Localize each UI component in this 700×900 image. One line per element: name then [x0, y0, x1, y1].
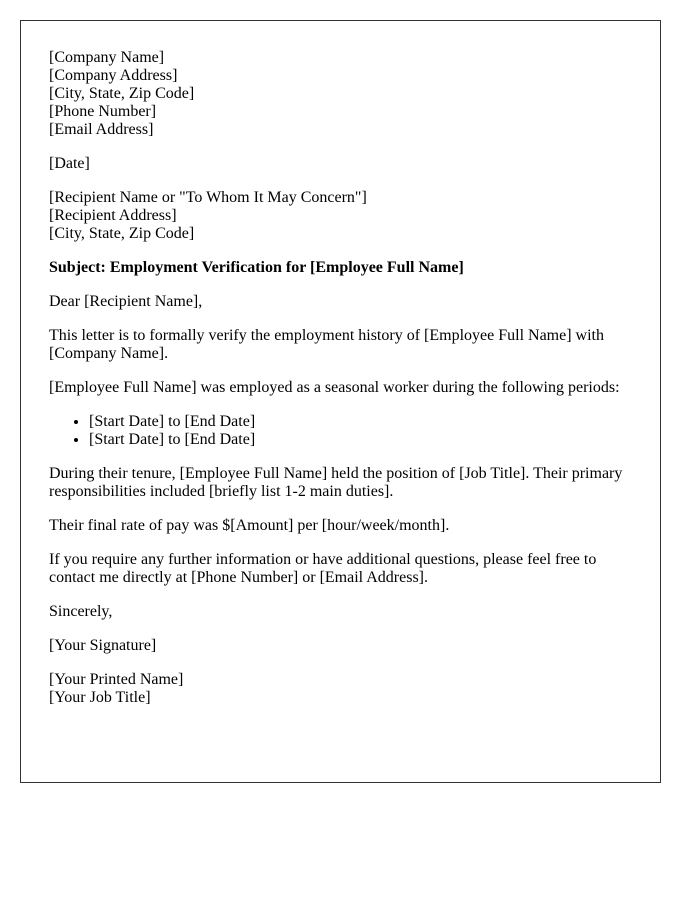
recipient-name: [Recipient Name or "To Whom It May Concern"] [49, 189, 367, 206]
body-paragraph: Their final rate of pay was $[Amount] per [hour/week/month]. [49, 517, 450, 534]
body-paragraph: During their tenure, [Employee Full Name] held the position of [Job Title]. Their primary responsibilities included [briefly list 1-2 main duties]. [49, 465, 623, 500]
employment-periods [49, 413, 632, 449]
signer-block [49, 671, 632, 707]
recipient-city: [City, State, Zip Code] [49, 225, 195, 242]
subject-line: Subject: Employment Verification for [Employee Full Name] [49, 259, 464, 276]
body-paragraph: [Employee Full Name] was employed as a seasonal worker during the following periods: [49, 379, 620, 396]
company-address: [Company Address] [49, 67, 178, 84]
company-city: [City, State, Zip Code] [49, 85, 195, 102]
sender-block [49, 49, 632, 139]
recipient-block [49, 189, 632, 243]
salutation: Dear [Recipient Name], [49, 293, 203, 310]
company-email: [Email Address] [49, 121, 154, 138]
date: [Date] [49, 155, 90, 172]
company-phone: [Phone Number] [49, 103, 157, 120]
job-title: [Your Job Title] [49, 689, 151, 706]
signature: [Your Signature] [49, 637, 157, 654]
letter [20, 20, 661, 783]
period-item: • [Start Date] to [End Date] [89, 431, 632, 449]
company-name: [Company Name] [49, 49, 165, 66]
closing: Sincerely, [49, 603, 113, 620]
printed-name: [Your Printed Name] [49, 671, 184, 688]
period-item: • [Start Date] to [End Date] [89, 413, 632, 431]
body-paragraph: If you require any further information or have additional questions, please feel free to contact me directly at [Phone Number] or [Email Address]. [49, 551, 597, 586]
recipient-address: [Recipient Address] [49, 207, 177, 224]
body-paragraph: This letter is to formally verify the employment history of [Employee Full Name] with [Company Name]. [49, 327, 604, 362]
